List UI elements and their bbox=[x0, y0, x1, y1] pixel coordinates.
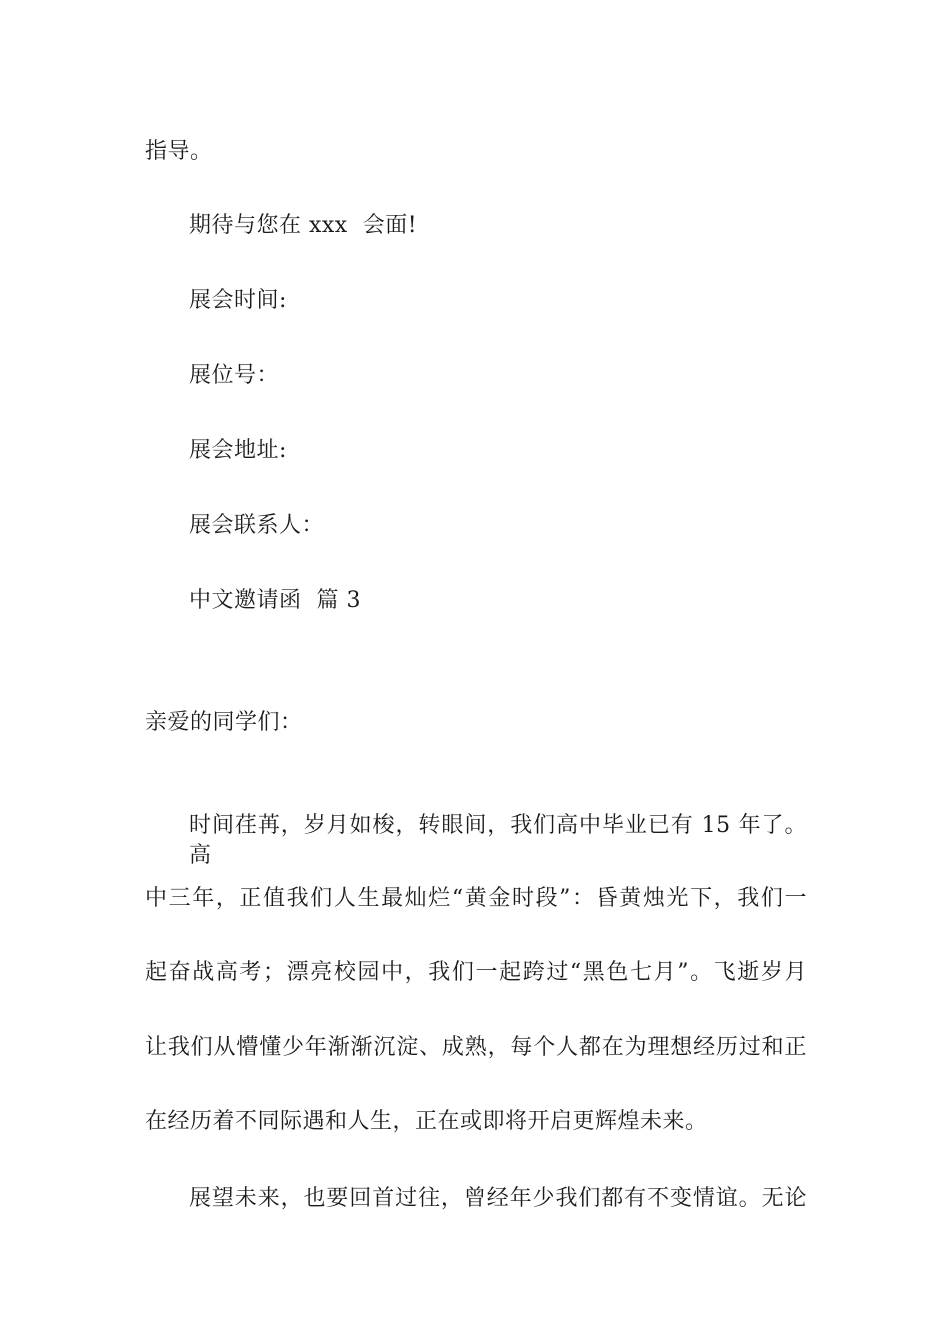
paragraph-line: 展望未来，也要回首过往，曾经年少我们都有不变情谊。无论 bbox=[189, 1186, 807, 1211]
paragraph-line: 让我们从懵懂少年渐渐沉淀、成熟，每个人都在为理想经历过和正 bbox=[145, 1035, 807, 1060]
paragraph-line: 在经历着不同际遇和人生，正在或即将开启更辉煌未来。 bbox=[145, 1109, 708, 1134]
text-line-continuation: 指导。 bbox=[145, 139, 213, 164]
text-line-exhibition-contact: 展会联系人： bbox=[189, 513, 325, 538]
salutation: 亲爱的同学们： bbox=[145, 710, 303, 735]
paragraph-line: 中三年，正值我们人生最灿烂“黄金时段”：昏黄烛光下，我们一 bbox=[145, 886, 807, 911]
text-line-exhibition-address: 展会地址: bbox=[189, 438, 287, 463]
text-line-booth-number: 展位号： bbox=[189, 363, 280, 388]
text-line-meeting: 期待与您在 xxx 会面! bbox=[189, 213, 418, 238]
paragraph-line: 起奋战高考；漂亮校园中，我们一起跨过“黑色七月”。飞逝岁月 bbox=[145, 960, 807, 985]
paragraph-line: 时间荏苒，岁月如梭，转眼间，我们高中毕业已有 15 年了。高 bbox=[189, 813, 807, 868]
text-line-exhibition-time: 展会时间: bbox=[189, 288, 287, 313]
section-heading: 中文邀请函 篇 3 bbox=[189, 588, 361, 613]
